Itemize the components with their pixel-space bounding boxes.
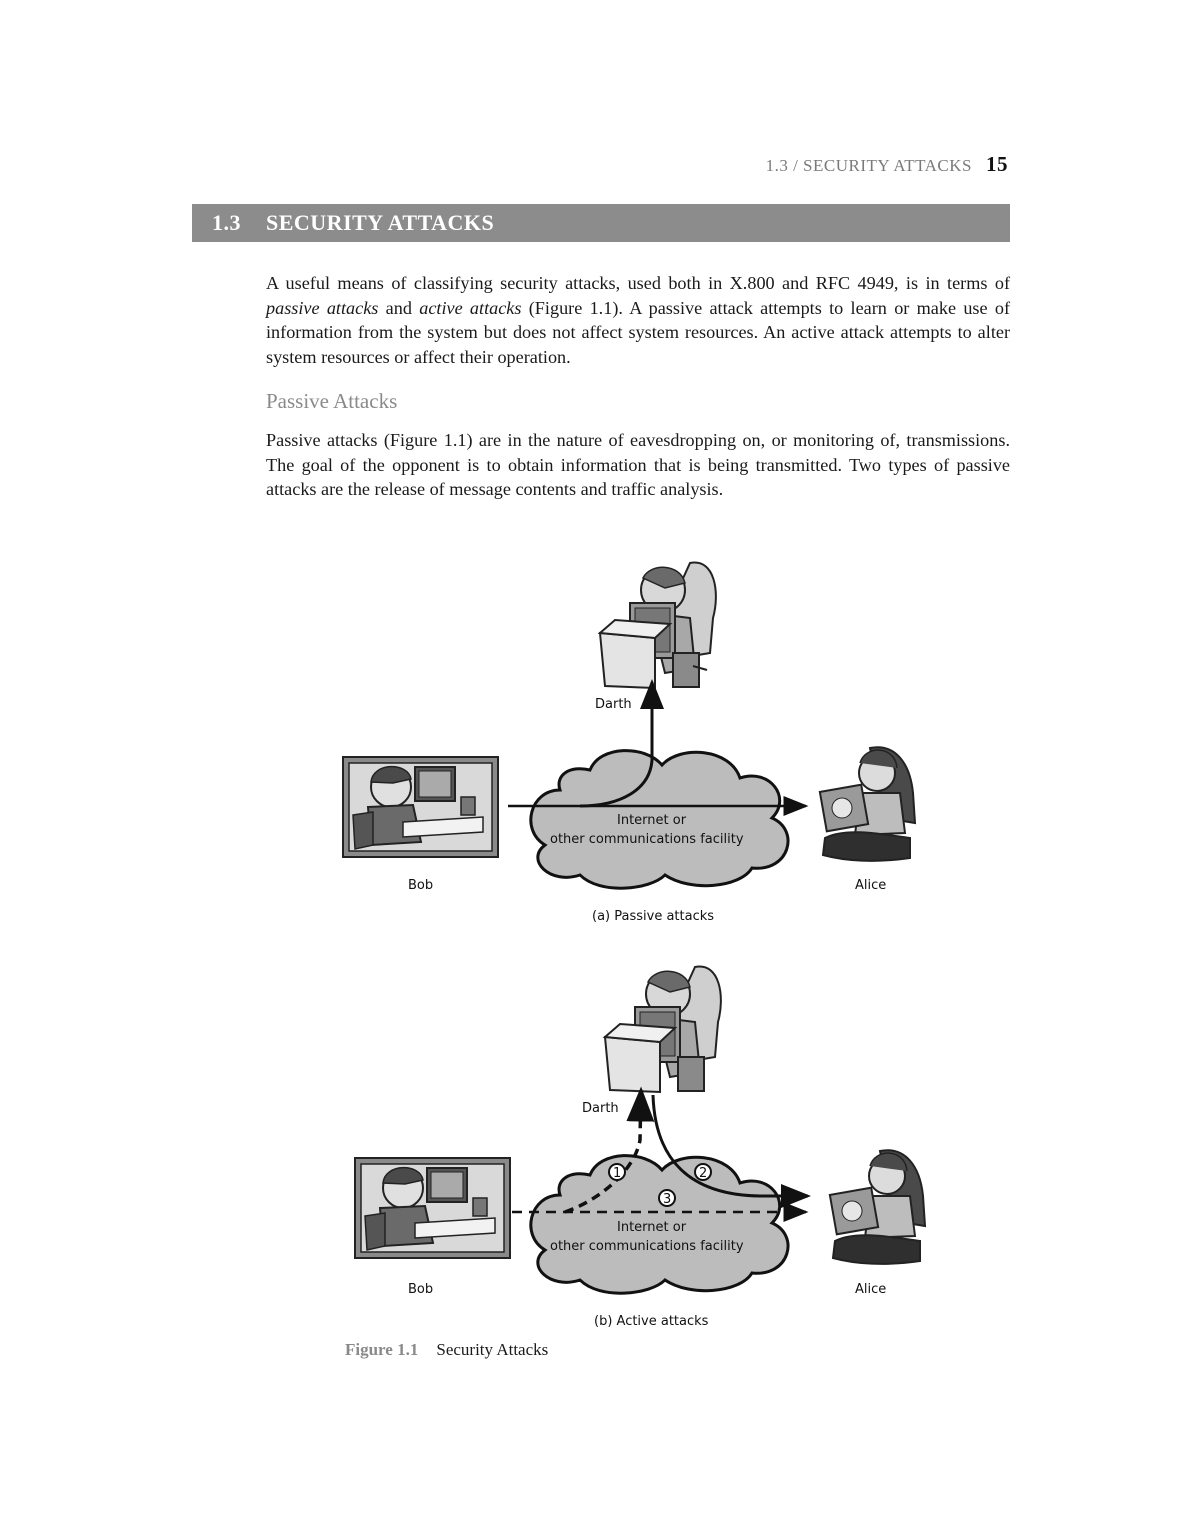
darth-label-b: Darth [582,1101,619,1116]
passive-attacks-paragraph: Passive attacks (Figure 1.1) are in the nature of eavesdropping on, or monitoring of, transmissions. The goal of the opponent is to obtain information that is being transmitted. Two types of passive attacks are the release of message contents and traffic analysis. [266,430,1010,500]
svg-text:3: 3 [663,1192,672,1207]
bob-illustration [343,757,498,857]
intro-text-3: (Figure 1.1). A passive attack attempts to learn or make use of information from the system but does not affect system resources. An active attack attempts to alter system resources or affect their operation. [266,297,1011,367]
alice-label-b: Alice [855,1282,887,1297]
term-active-attacks: active attacks [419,297,522,318]
svg-text:1: 1 [613,1166,622,1181]
step-marker-3 [659,1190,675,1207]
step-marker-2 [695,1164,711,1181]
alice-illustration [820,747,915,861]
page-number: 15 [986,152,1008,176]
subheading-passive-attacks: Passive Attacks [266,389,398,413]
cloud-label-line2-b: other communications facility [550,1239,744,1254]
term-passive-attacks: passive attacks [266,297,379,318]
bob-illustration-b [355,1158,510,1258]
intro-text-1: A useful means of classifying security attacks, used both in X.800 and RFC 4949, is in terms of [266,273,1010,293]
panel-b-subcaption: (b) Active attacks [594,1314,709,1329]
running-title: 1.3 / SECURITY ATTACKS [765,156,972,175]
darth-label: Darth [595,697,632,712]
cloud-label-line1-b: Internet or [617,1220,687,1235]
bob-label-b: Bob [408,1282,434,1297]
figure-number: Figure 1.1 [345,1340,419,1359]
bob-label: Bob [408,878,434,893]
alice-illustration-b [830,1150,925,1264]
panel-a-passive-attacks [343,563,915,924]
panel-a-subcaption: (a) Passive attacks [592,909,715,924]
step-marker-1 [609,1164,625,1181]
cloud-label-line2: other communications facility [550,832,744,847]
cloud-label-line1: Internet or [617,813,687,828]
svg-text:2: 2 [699,1166,708,1181]
darth-illustration-b [605,967,721,1092]
darth-illustration [600,563,716,688]
panel-b-active-attacks [355,967,925,1329]
section-title: SECURITY ATTACKS [266,210,495,235]
figure-caption [345,1340,548,1360]
section-number: 1.3 [212,210,241,235]
intro-text-2: and [378,297,420,318]
figure-title: Security Attacks [436,1340,549,1359]
alice-label: Alice [855,878,887,893]
